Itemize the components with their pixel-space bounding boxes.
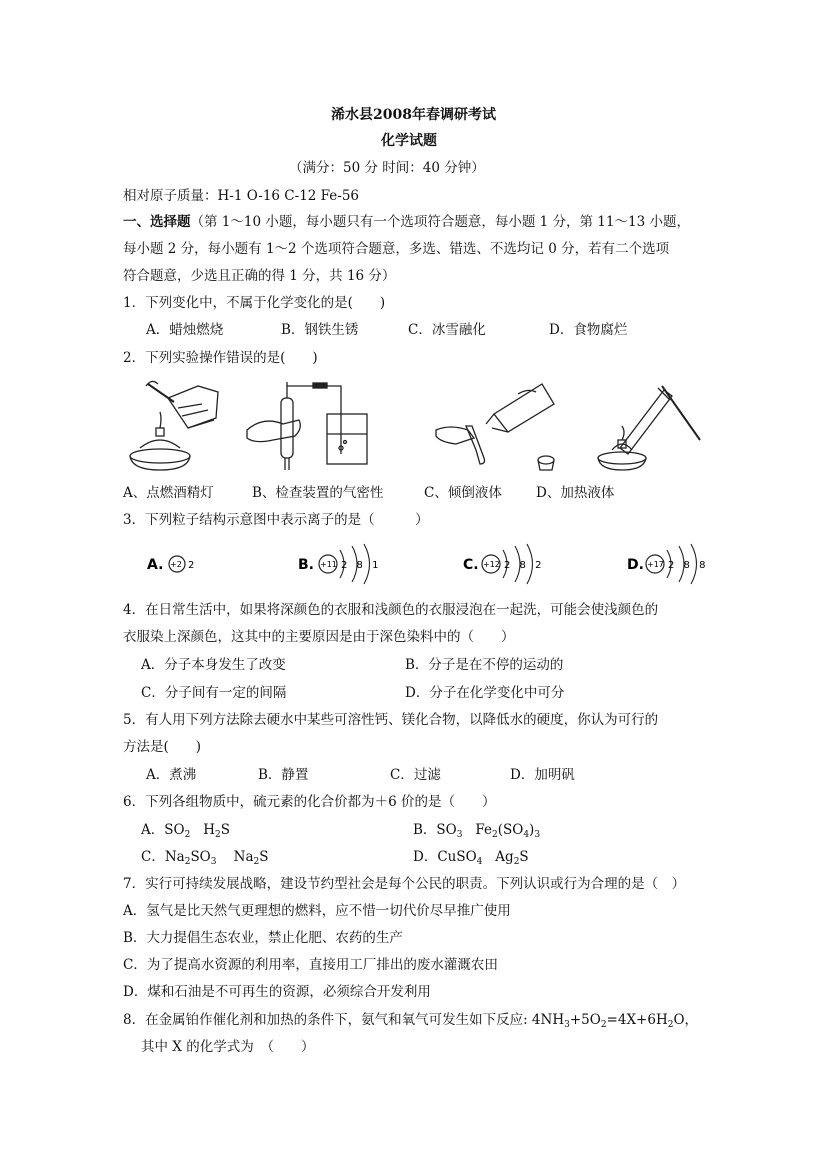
atom-diagram-d [625, 540, 715, 586]
q2-option-d: D、加热液体 [536, 485, 615, 501]
q5-option-a: A．煮沸 [146, 767, 197, 783]
q5-option-c: C．过滤 [390, 767, 441, 783]
atom-c-nucleus: +12 [483, 560, 500, 569]
q4-option-a: A．分子本身发生了改变 [141, 657, 286, 673]
atom-a-shells: 2 [188, 560, 195, 571]
q5-option-d: D．加明矾 [510, 767, 575, 783]
atom-diagram-b [296, 540, 386, 586]
q7-option-a: A．氢气是比天然气更理想的燃料，应不惜一切代价尽早推广使用 [123, 903, 511, 919]
atom-d-letter: D. [627, 557, 644, 573]
q4-option-c: C．分子间有一定的间隔 [141, 685, 287, 701]
q5-stem-line2: 方法是( ) [123, 739, 202, 755]
atom-d-nucleus: +17 [647, 560, 664, 569]
q1-option-c: C．冰雪融化 [408, 322, 486, 338]
atom-c-letter: C. [463, 557, 479, 573]
q6-option-d: D．CuSO$_4$ $Ag_2S$ [413, 849, 529, 867]
q1-option-a: A．蜡烛燃烧 [146, 322, 224, 338]
lab-figure-b [243, 378, 368, 476]
atom-d-shells: 2 8 8 [668, 560, 709, 571]
q7-stem: 7．实行可持续发展战略，建设节约型社会是每个公民的职责。下列认识或行为合理的是（ ） [123, 876, 686, 892]
q2-option-a: A、点燃酒精灯 [123, 485, 214, 501]
atom-a-letter: A. [147, 557, 164, 573]
atom-b-letter: B. [298, 557, 314, 573]
section-text1: （第 1～10 小题，每小题只有一个选项符合题意，每小题 1 分，第 11～13 小题， [190, 214, 690, 230]
q6-stem: 6．下列各组物质中，硫元素的化合价都为＋6 价的是（ ） [123, 794, 496, 810]
q5-stem-line1: 5．有人用下列方法除去硬水中某些可溶性钙、镁化合物，以降低水的硬度，你认为可行的 [123, 712, 659, 728]
q6-option-b: B．$SO_3$ $Fe_2(SO_4)_3$ [413, 822, 541, 840]
section-label: 一、选择题 [123, 214, 191, 230]
section-intro-line2: 每小题 2 分，每小题有 1～2 个选项符合题意，多选、错选、不选均记 0 分，若有二个选项 [123, 241, 670, 257]
exam-title: 浠水县2008年春调研考试 [331, 107, 496, 123]
q1-option-d: D．食物腐烂 [549, 322, 628, 338]
q4-option-b: B．分子是在不停的运动的 [405, 657, 564, 673]
atom-b-shells: 2 8 1 [341, 560, 382, 571]
q8-stem-line2: 其中 X 的化学式为 （ ） [141, 1039, 315, 1055]
q4-stem-line2: 衣服染上深颜色，这其中的主要原因是由于深色染料中的（ ） [123, 629, 515, 645]
q7-option-d: D．煤和石油是不可再生的资源，必须综合开发利用 [123, 984, 431, 1000]
lab-figure-c [432, 378, 557, 476]
exam-info: （满分：50 分 时间：40 分钟） [289, 160, 485, 176]
section-intro-line1 [123, 213, 690, 231]
q6-option-c: C．$Na_2SO_3$ $Na_2S$ [141, 849, 269, 867]
q8-stem-line1: 8．在金属铂作催化剂和加热的条件下，氨气和氧气可发生如下反应: $4NH_3+5O_2=4X+6H_2O$， [123, 1012, 699, 1030]
atom-a-nucleus: +2 [170, 560, 182, 569]
lab-figure-d [590, 378, 710, 476]
q4-option-d: D．分子在化学变化中可分 [405, 685, 565, 701]
q5-option-b: B．静置 [258, 767, 309, 783]
atom-b-nucleus: +11 [320, 560, 337, 569]
exam-subtitle: 化学试题 [381, 133, 437, 149]
q1-stem: 1．下列变化中，不属于化学变化的是( ) [123, 295, 386, 311]
q2-option-b: B、检查装置的气密性 [252, 485, 384, 501]
q4-stem-line1: 4．在日常生活中，如果将深颜色的衣服和浅颜色的衣服浸泡在一起洗，可能会使浅颜色的 [123, 602, 659, 618]
q1-option-b: B．钢铁生锈 [281, 322, 359, 338]
q7-option-c: C．为了提高水资源的利用率，直接用工厂排出的废水灌溉农田 [123, 957, 498, 973]
q6-option-a: A．$SO_2$ $H_2S$ [141, 822, 230, 840]
q7-option-b: B．大力提倡生态农业，禁止化肥、农药的生产 [123, 930, 403, 946]
q3-stem: 3．下列粒子结构示意图中表示离子的是（ ） [123, 512, 429, 528]
lab-figure-a [118, 378, 228, 476]
atom-diagram-a [145, 542, 205, 586]
atomic-mass-line: 相对原子质量：H-1 O-16 C-12 Fe-56 [123, 188, 360, 204]
atom-diagram-c [461, 540, 551, 586]
q2-stem: 2．下列实验操作错误的是( ) [123, 350, 318, 366]
section-intro-line3: 符合题意，少选且正确的得 1 分，共 16 分） [123, 268, 396, 284]
atom-c-shells: 2 8 2 [504, 560, 545, 571]
q2-option-c: C、倾倒液体 [424, 485, 502, 501]
